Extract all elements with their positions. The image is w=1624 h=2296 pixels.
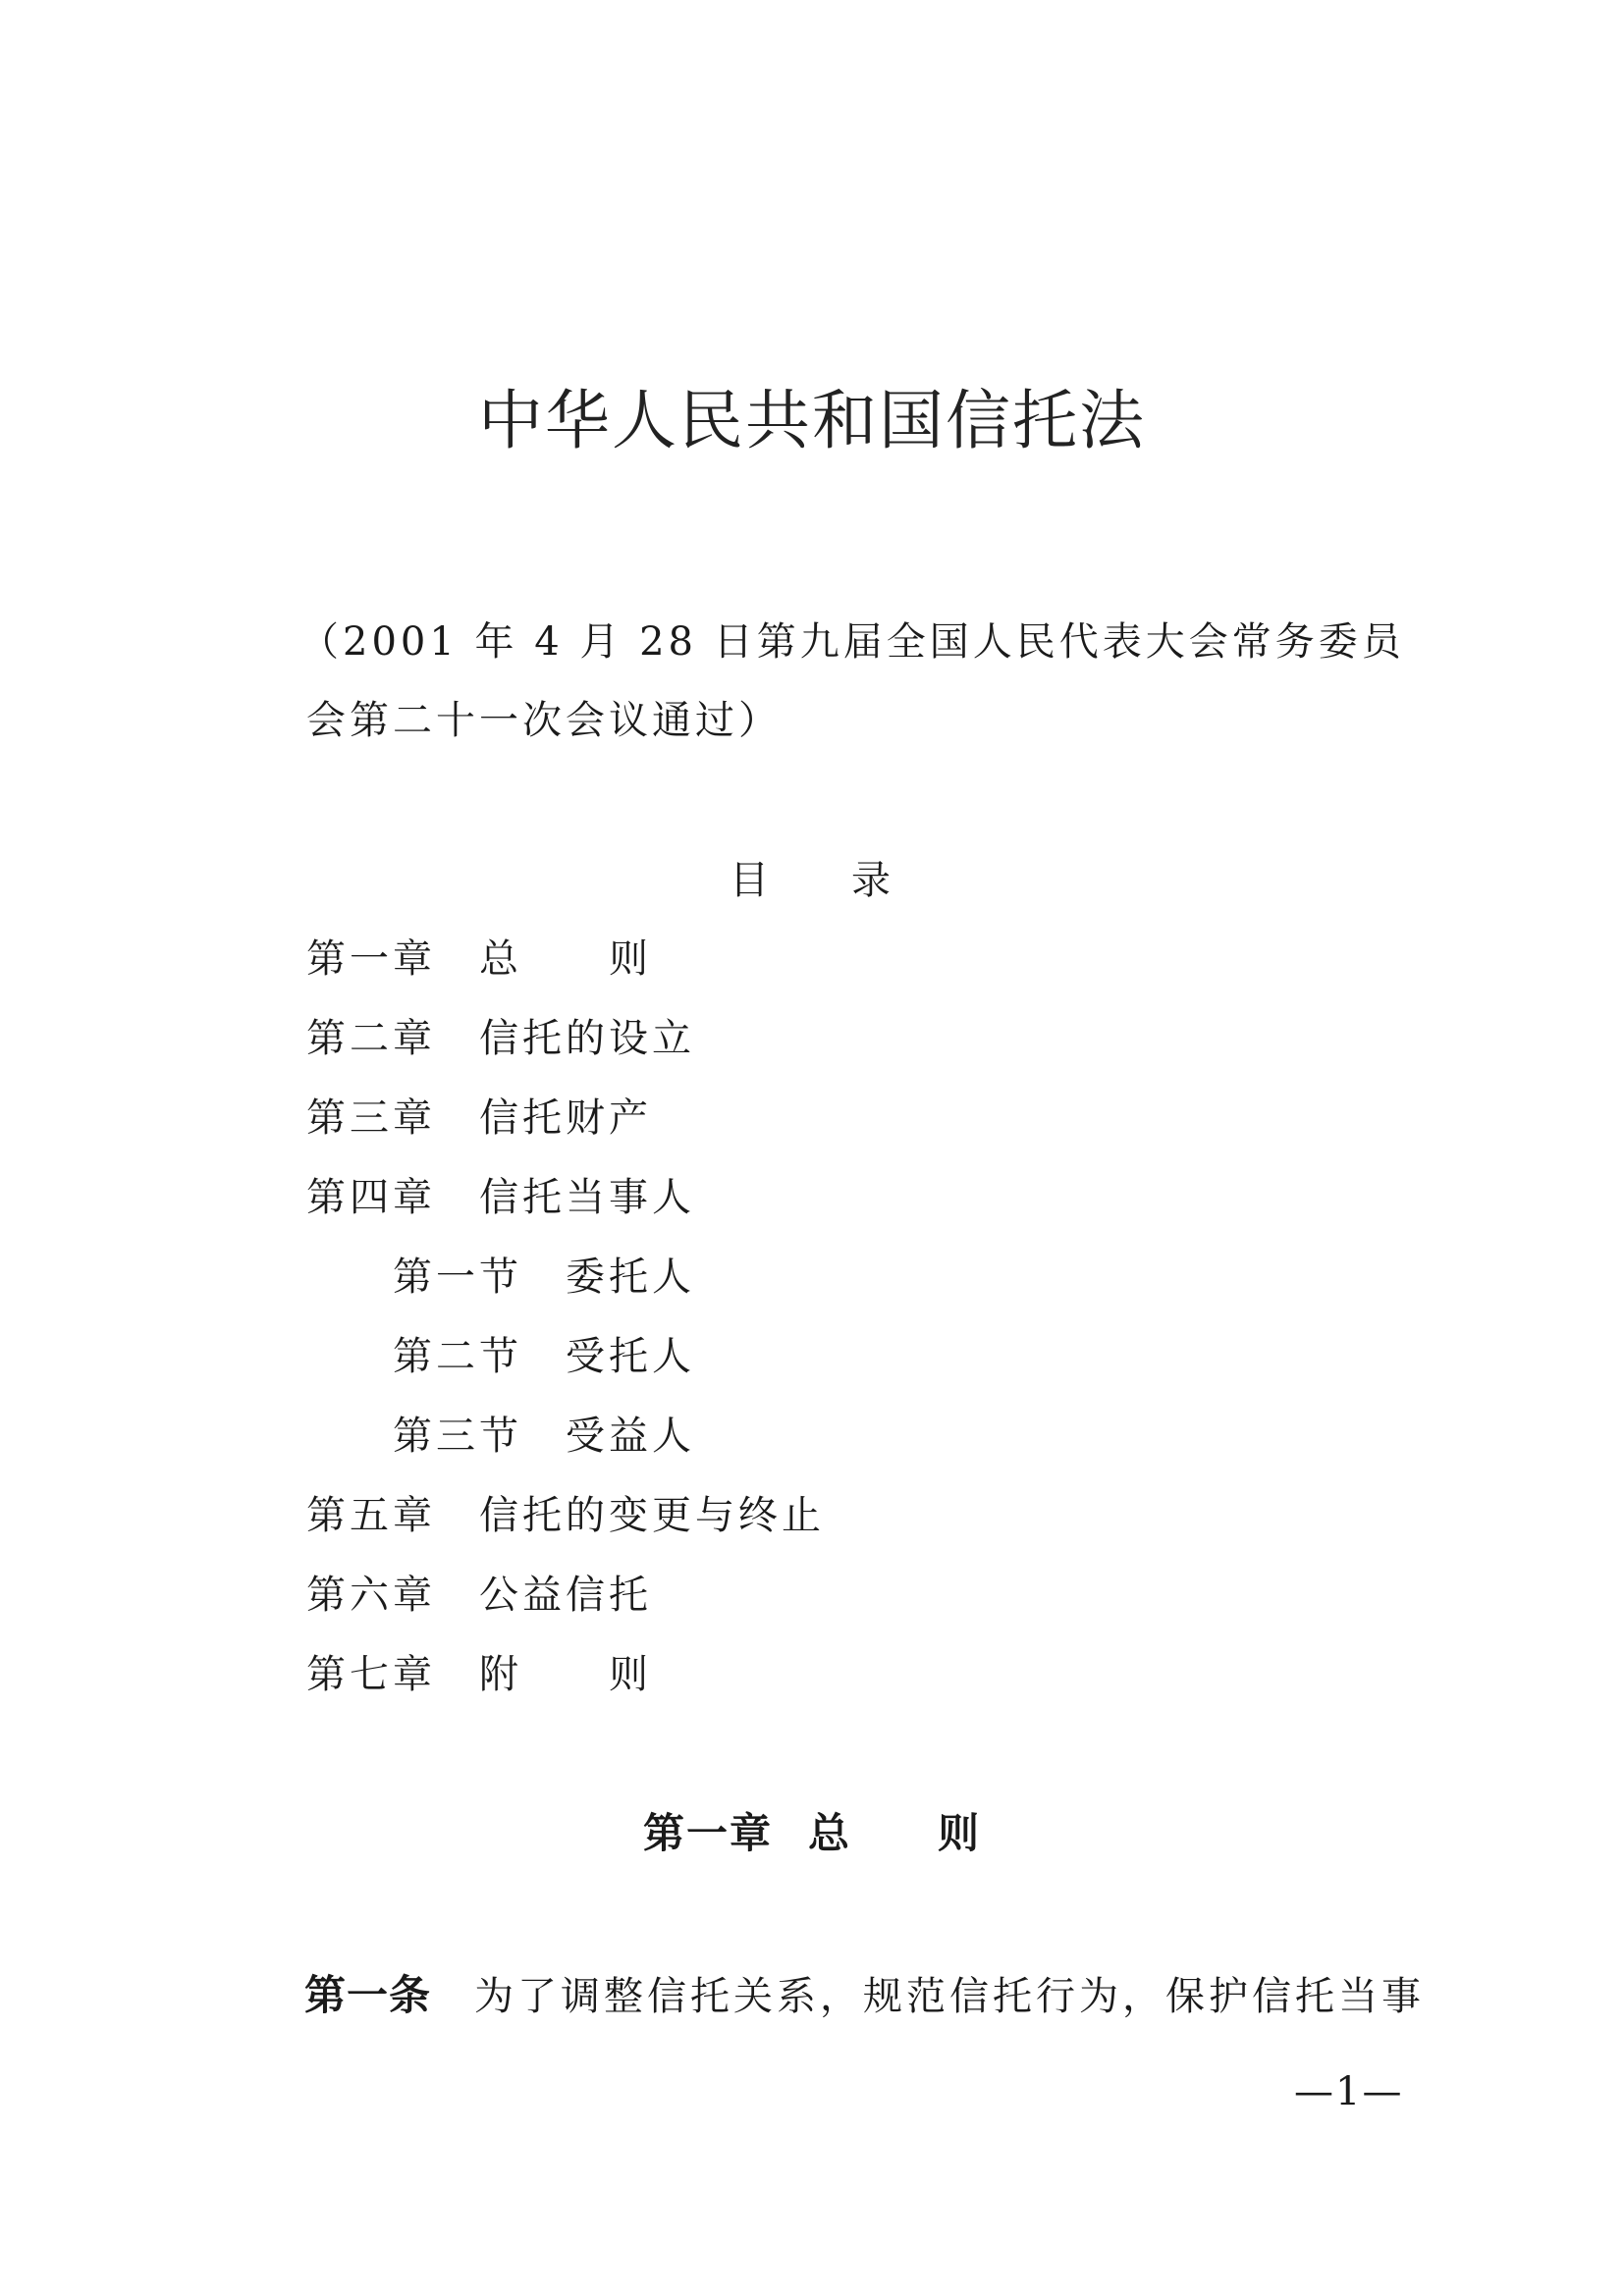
article-label: 第一条 <box>304 1971 432 2019</box>
toc-item-name: 信托的变更与终止 <box>479 1493 825 1538</box>
toc-item-name: 受托人 <box>566 1334 695 1379</box>
toc-item-number: 第二章 <box>306 1016 436 1061</box>
page-number: —1— <box>1294 2069 1404 2114</box>
toc-item-number: 第四章 <box>306 1175 436 1220</box>
article-text: 为了调整信托关系，规范信托行为，保护信托当事 <box>474 1974 1426 2019</box>
toc-item <box>306 1564 825 1643</box>
chapter-heading <box>0 1801 1624 1860</box>
toc-item <box>306 1484 825 1564</box>
adoption-note-line-2: 会第二十一次会议通过） <box>306 698 782 743</box>
toc-heading-right: 录 <box>851 858 894 903</box>
toc-item <box>306 1166 825 1246</box>
toc-item-number: 第七章 <box>306 1652 436 1697</box>
table-of-contents <box>306 928 825 1723</box>
chapter-name: 总 则 <box>808 1809 982 1857</box>
toc-item <box>306 1007 825 1087</box>
toc-item-number: 第六章 <box>306 1573 436 1618</box>
toc-item-number: 第三章 <box>306 1095 436 1141</box>
toc-item-name: 信托当事人 <box>479 1175 695 1220</box>
toc-heading <box>0 849 1624 905</box>
toc-item-name: 公益信托 <box>479 1573 652 1618</box>
document-title: 中华人民共和国信托法 <box>478 383 1146 458</box>
toc-item-name: 信托的设立 <box>479 1016 695 1061</box>
toc-item-number: 第一节 <box>393 1255 522 1300</box>
toc-item <box>306 1087 825 1166</box>
toc-item <box>306 928 825 1007</box>
toc-item-name: 受益人 <box>566 1414 695 1459</box>
toc-item-name: 附 则 <box>479 1652 652 1697</box>
toc-item-number: 第三节 <box>393 1414 522 1459</box>
toc-item-section <box>306 1325 825 1405</box>
toc-item-number: 第一章 <box>306 936 436 982</box>
toc-item-section <box>306 1246 825 1325</box>
toc-item-number: 第五章 <box>306 1493 436 1538</box>
toc-item-name: 委托人 <box>566 1255 695 1300</box>
toc-item-section <box>306 1405 825 1484</box>
toc-item-name: 总 则 <box>479 936 652 982</box>
toc-item <box>306 1643 825 1723</box>
article-paragraph <box>304 1963 1425 2022</box>
toc-item-name: 信托财产 <box>479 1095 652 1141</box>
adoption-note-line-1: （2001 年 4 月 28 日第九届全国人民代表大会常务委员 <box>299 619 1405 665</box>
chapter-number: 第一章 <box>642 1809 773 1857</box>
toc-heading-left: 目 <box>730 858 773 903</box>
toc-item-number: 第二节 <box>393 1334 522 1379</box>
